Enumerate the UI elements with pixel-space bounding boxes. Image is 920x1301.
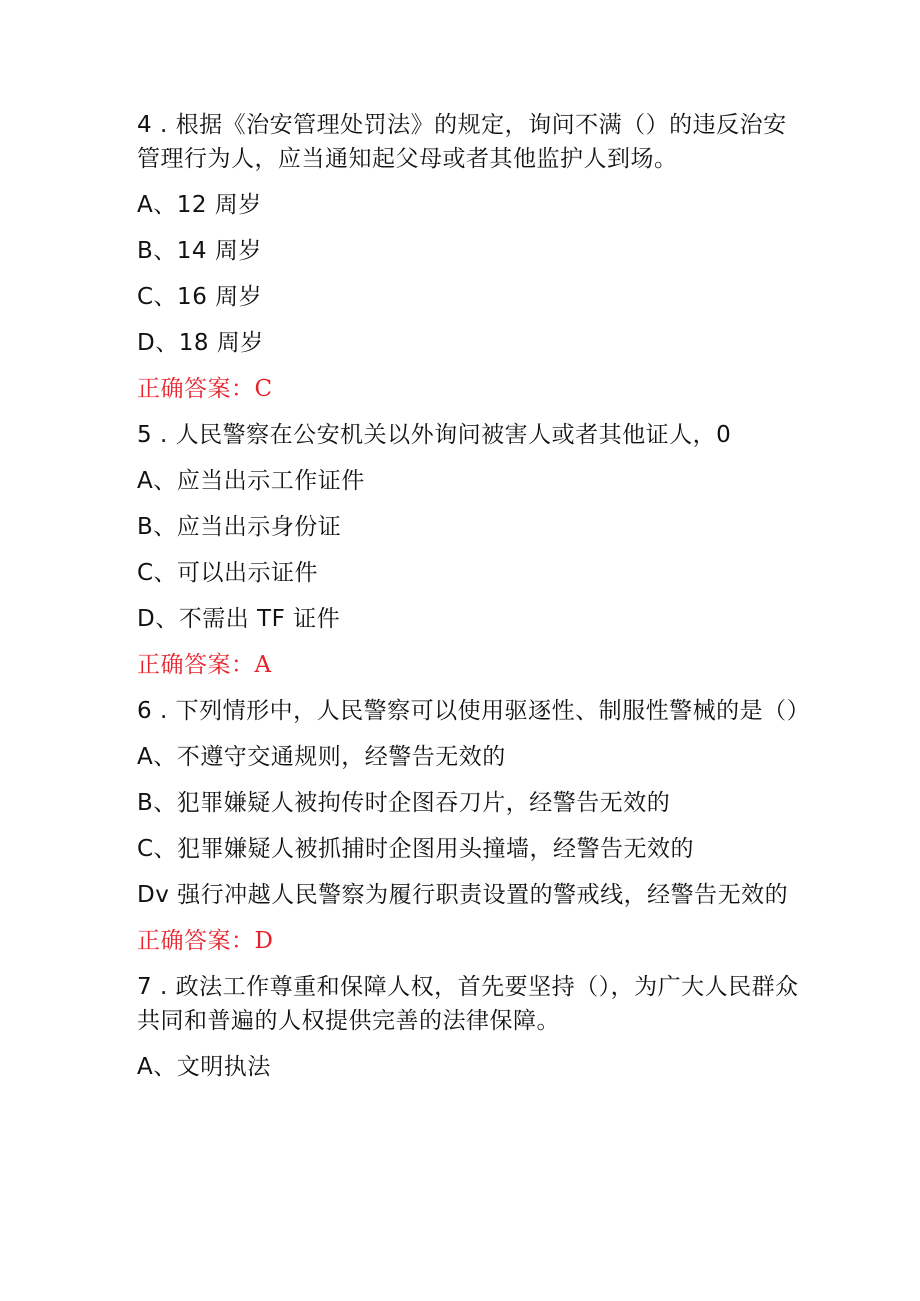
- question-6-option-c: C、犯罪嫌疑人被抓捕时企图用头撞墙，经警告无效的: [137, 836, 695, 862]
- question-6-stem: 6 . 下列情形中，人民警察可以使用驱逐性、制服性警械的是（）: [137, 698, 811, 724]
- question-5-option-d: D、不需出 TF 证件: [137, 606, 341, 632]
- answer-label: 正确答案：: [137, 376, 255, 402]
- answer-label: 正确答案：: [137, 652, 255, 678]
- answer-value: C: [254, 376, 273, 402]
- question-4-option-b: B、14 周岁: [137, 238, 262, 264]
- question-6-option-d: Dv 强行冲越人民警察为履行职责设置的警戒线，经警告无效的: [137, 882, 789, 908]
- question-4-stem: 4 . 根据《治安管理处罚法》的规定，询问不满（）的违反治安管理行为人，应当通知起父母或者其他监护人到场。: [137, 112, 787, 172]
- answer-label: 正确答案：: [137, 928, 255, 954]
- question-4-option-c: C、16 周岁: [137, 284, 263, 310]
- question-4-option-d: D、18 周岁: [137, 330, 264, 356]
- question-5-option-b: B、应当出示身份证: [137, 514, 342, 540]
- answer-value: A: [254, 652, 272, 678]
- question-5-answer: [137, 648, 807, 682]
- question-7-option-a: A、文明执法: [137, 1054, 271, 1080]
- document-page: [137, 108, 811, 1096]
- question-4-answer: [137, 372, 807, 406]
- question-5-stem: 5 . 人民警察在公安机关以外询问被害人或者其他证人，0: [137, 422, 732, 448]
- answer-value: D: [254, 928, 274, 954]
- question-6-option-b: B、犯罪嫌疑人被拘传时企图吞刀片，经警告无效的: [137, 790, 671, 816]
- question-5-option-a: A、应当出示工作证件: [137, 468, 365, 494]
- question-4-option-a: A、12 周岁: [137, 192, 262, 218]
- question-6-option-a: A、不遵守交通规则，经警告无效的: [137, 744, 506, 770]
- question-5-option-c: C、可以出示证件: [137, 560, 319, 586]
- question-6-answer: [137, 924, 807, 958]
- question-7-stem: 7 . 政法工作尊重和保障人权，首先要坚持（），为广大人民群众共同和普遍的人权提供完善的法律保障。: [137, 974, 799, 1034]
